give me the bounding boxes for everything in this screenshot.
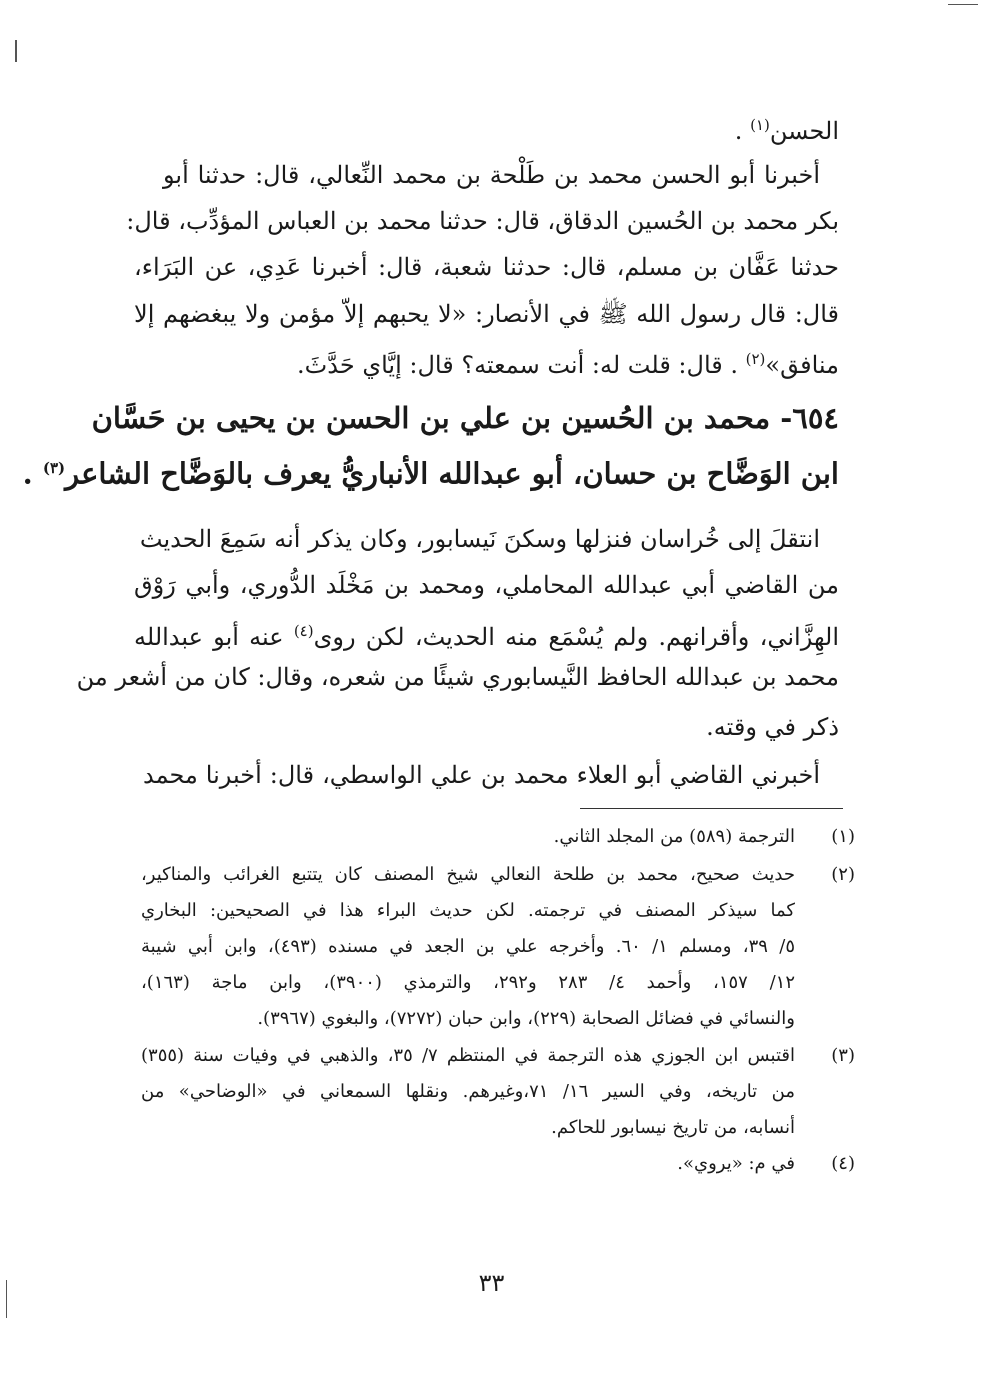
footnote-text: ١٢/ ١٥٧، وأحمد ٤/ ٢٨٣ و٢٩٢، والترمذي (٣٩٠٠)، وابن ماجة (١٦٣)،	[141, 972, 796, 993]
footnote-ref-2: (٢)	[745, 350, 766, 368]
footnote-ref-1: (١)	[750, 116, 770, 134]
body-text: عنه أبو عبدالله	[134, 623, 294, 651]
footnote-number: (٢)	[831, 864, 855, 885]
continuation-end: .	[734, 117, 751, 145]
body-line: أخبرنا أبو الحسن محمد بن طَلْحة بن محمد النِّعالي، قال: حدثنا أبو	[163, 161, 820, 189]
body-line: محمد بن عبدالله الحافظ النَّيسابوري شيئًا من شعره، وقال: كان من أشعر من	[76, 663, 839, 691]
footnote-separator	[580, 808, 843, 809]
footnote-ref-3: (٣)	[42, 459, 66, 477]
body-line	[134, 614, 839, 654]
body-line: قال: قال رسول الله ﷺ في الأنصار: «لا يحبهم إلاّ مؤمن ولا يبغضهم إلا	[134, 300, 839, 328]
footnote-number: (٣)	[831, 1045, 855, 1066]
body-line-last: ذكر في وقته.	[706, 713, 839, 741]
body-line: حدثنا عَفَّان بن مسلم، قال: حدثنا شعبة، قال: أخبرنا عَدِي، عن البَرَاء،	[134, 253, 839, 281]
body-text: الهِزَّاني، وأقرانهم. ولم يُسْمَع منه الحديث، لكن روى	[313, 623, 839, 651]
footnote-text: ٥/ ٣٩، ومسلم ١/ ٦٠. وأخرجه علي بن الجعد في مسنده (٤٩٣)، وابن أبي شيبة	[141, 936, 795, 957]
previous-entry-continuation	[735, 108, 839, 148]
scan-edge-mark-top	[15, 40, 17, 62]
body-line: انتقلَ إلى خُراسان فنزلها وسكنَ نَيسابور، وكان يذكر أنه سَمِعَ الحديث	[139, 525, 820, 553]
body-text: . قال: قلت له: أنت سمعته؟ قال: إيَّاي حَدَّثَ.	[297, 351, 746, 379]
footnote-number: (٤)	[831, 1153, 855, 1174]
entry-heading-line-2	[23, 448, 839, 494]
page-number: ٣٣	[478, 1269, 505, 1297]
footnote-text: الترجمة (٥٨٩) من المجلد الثاني.	[553, 826, 795, 847]
heading-text: .	[22, 456, 43, 491]
footnote-text: أنسابه، من تاريخ نيسابور للحاكم.	[551, 1117, 795, 1138]
body-line: بكر محمد بن الحُسين الدقاق، قال: حدثنا محمد بن العباس المؤدِّب، قال:	[126, 207, 839, 235]
continuation-text: الحسن	[769, 117, 839, 145]
footnote-text: اقتبس ابن الجوزي هذه الترجمة في المنتظم ٧/ ٣٥، والذهبي في وفيات سنة (٣٥٥)	[141, 1045, 795, 1066]
footnote-ref-4: (٤)	[293, 622, 314, 640]
footnote-text: حديث صحيح، محمد بن طلحة النعالي شيخ المصنف كان يتتبع الغرائب والمناكير،	[141, 864, 795, 885]
body-text: منافق»	[765, 351, 839, 379]
body-line-last	[297, 342, 839, 382]
footnote-text: من تاريخه، وفي السير ١٦/ ٧١،وغيرهم. ونقلها السمعاني في «الوضاحي» من	[141, 1081, 795, 1102]
body-line: من القاضي أبي عبدالله المحاملي، ومحمد بن مَخْلَد الدُّوري، وأبي رَوْق	[134, 571, 839, 599]
body-line: أخبرني القاضي أبو العلاء محمد بن علي الواسطي، قال: أخبرنا محمد	[143, 761, 820, 789]
footnote-number: (١)	[831, 826, 855, 847]
footnote-text: في م: «يروي».	[677, 1153, 795, 1174]
footnote-text: كما سيذكر المصنف في ترجمته. لكن حديث البراء هذا في الصحيحين: البخاري	[141, 900, 795, 921]
heading-text: ابن الوَضَّاح بن حسان، أبو عبدالله الأنباريُّ يعرف بالوَضَّاح الشاعر	[65, 456, 839, 491]
entry-heading-line-1: ٦٥٤- محمد بن الحُسين بن علي بن الحسن بن يحيى بن حَسَّان	[91, 401, 839, 435]
footnote-text: والنسائي في فضائل الصحابة (٢٢٩)، وابن حبان (٧٢٧٢)، والبغوي (٣٩٦٧).	[257, 1008, 795, 1029]
scan-edge-mark-top-right	[948, 4, 978, 5]
